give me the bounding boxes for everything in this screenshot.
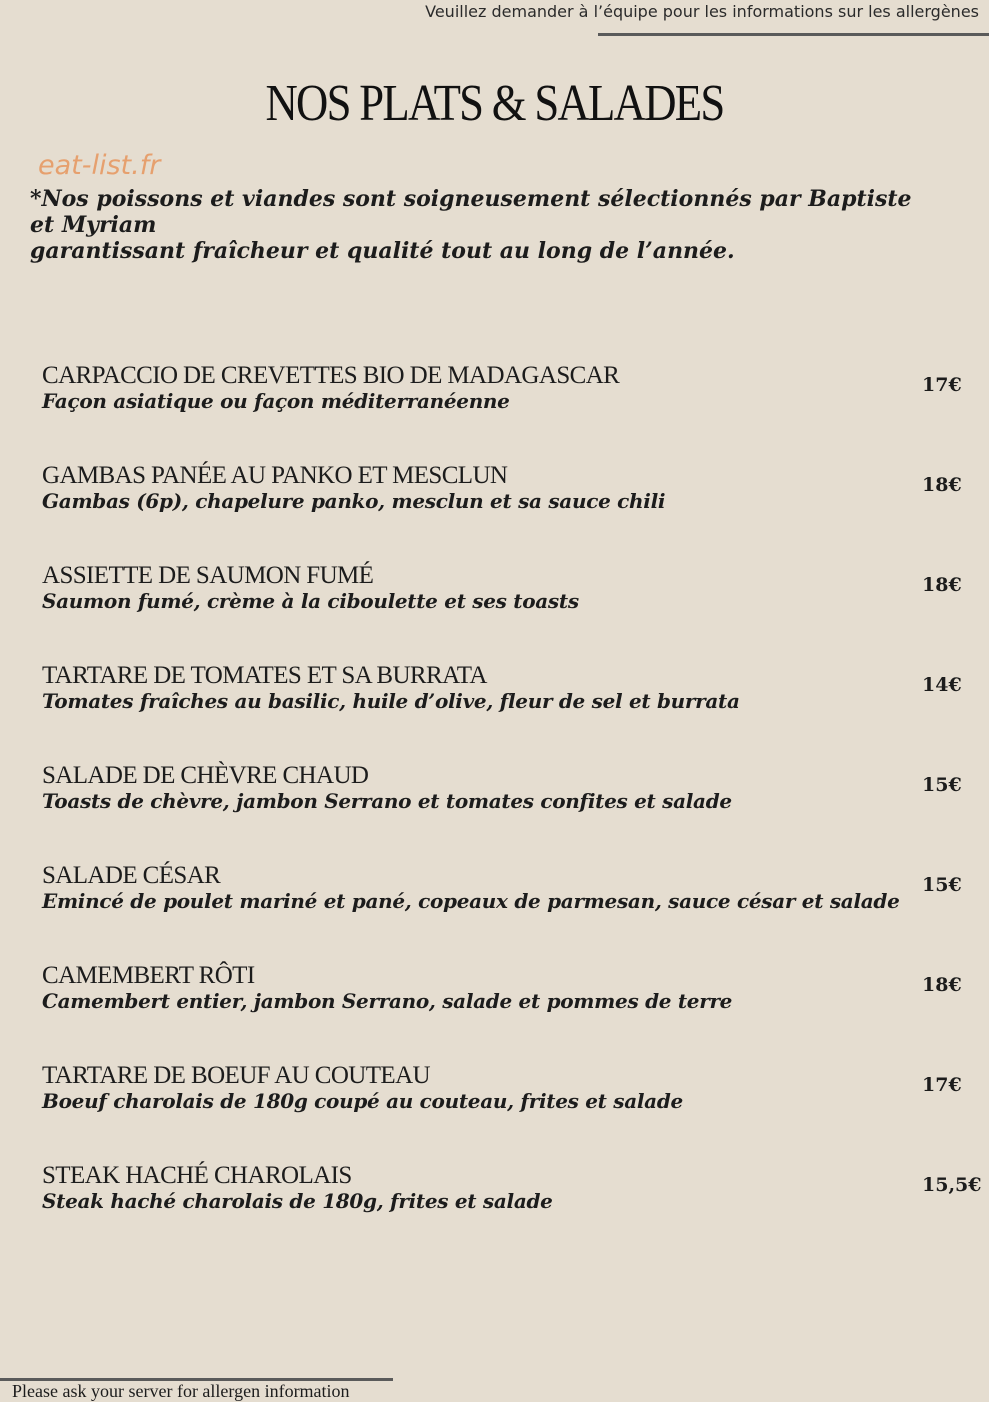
menu-item [42,562,982,622]
intro-text [30,186,930,264]
menu-item-price: 15€ [922,874,962,896]
page-title: NOS PLATS & SALADES [265,75,724,132]
menu-item-price: 17€ [922,374,962,396]
menu-item-name: CAMEMBERT RÔTI [42,962,255,989]
menu-item-name: SALADE CÉSAR [42,862,221,889]
menu-item-name: ASSIETTE DE SAUMON FUMÉ [42,562,374,589]
menu-item-description: Tomates fraîches au basilic, huile d’olive, fleur de sel et burrata [42,689,740,713]
menu-item-price: 18€ [922,474,962,496]
menu-item-name: GAMBAS PANÉE AU PANKO ET MESCLUN [42,462,508,489]
menu-item-description: Camembert entier, jambon Serrano, salade et pommes de terre [42,989,733,1013]
menu-item-description: Steak haché charolais de 180g, frites et salade [42,1189,553,1213]
menu-item-name: STEAK HACHÉ CHAROLAIS [42,1162,352,1189]
menu-item-description: Boeuf charolais de 180g coupé au couteau, frites et salade [42,1089,683,1113]
intro-line-2: garantissant fraîcheur et qualité tout au long de l’année. [30,238,735,264]
menu-item-name: TARTARE DE BOEUF AU COUTEAU [42,1062,431,1089]
menu-item-description: Saumon fumé, crème à la ciboulette et ses toasts [42,589,579,613]
menu-item-name: SALADE DE CHÈVRE CHAUD [42,762,369,789]
menu-item [42,962,982,1022]
menu-item [42,462,982,522]
watermark: eat-list.fr [38,150,161,181]
menu-item-description: Emincé de poulet mariné et pané, copeaux de parmesan, sauce césar et salade [42,889,900,913]
menu-item-price: 18€ [922,574,962,596]
menu-item-price: 14€ [922,674,962,696]
menu-item-name: CARPACCIO DE CREVETTES BIO DE MADAGASCAR [42,362,620,389]
allergen-note-en: Please ask your server for allergen information [12,1381,350,1401]
menu-item [42,762,982,822]
menu-item-description: Façon asiatique ou façon méditerranéenne [42,389,510,413]
menu-item [42,862,982,922]
intro-line-1: *Nos poissons et viandes sont soigneusement sélectionnés par Baptiste et Myriam [30,186,912,238]
top-divider [598,33,989,36]
allergen-note-fr: Veuillez demander à l’équipe pour les informations sur les allergènes [425,2,979,21]
menu-item-description: Gambas (6p), chapelure panko, mesclun et sa sauce chili [42,489,666,513]
menu-item-name: TARTARE DE TOMATES ET SA BURRATA [42,662,487,689]
menu-item [42,1062,982,1122]
menu-item-description: Toasts de chèvre, jambon Serrano et tomates confites et salade [42,789,732,813]
menu-item [42,1162,982,1222]
menu-item [42,362,982,422]
menu-item-price: 15€ [922,774,962,796]
menu-item [42,662,982,722]
menu-item-price: 17€ [922,1074,962,1096]
menu-item-price: 18€ [922,974,962,996]
menu-item-price: 15,5€ [922,1174,982,1196]
